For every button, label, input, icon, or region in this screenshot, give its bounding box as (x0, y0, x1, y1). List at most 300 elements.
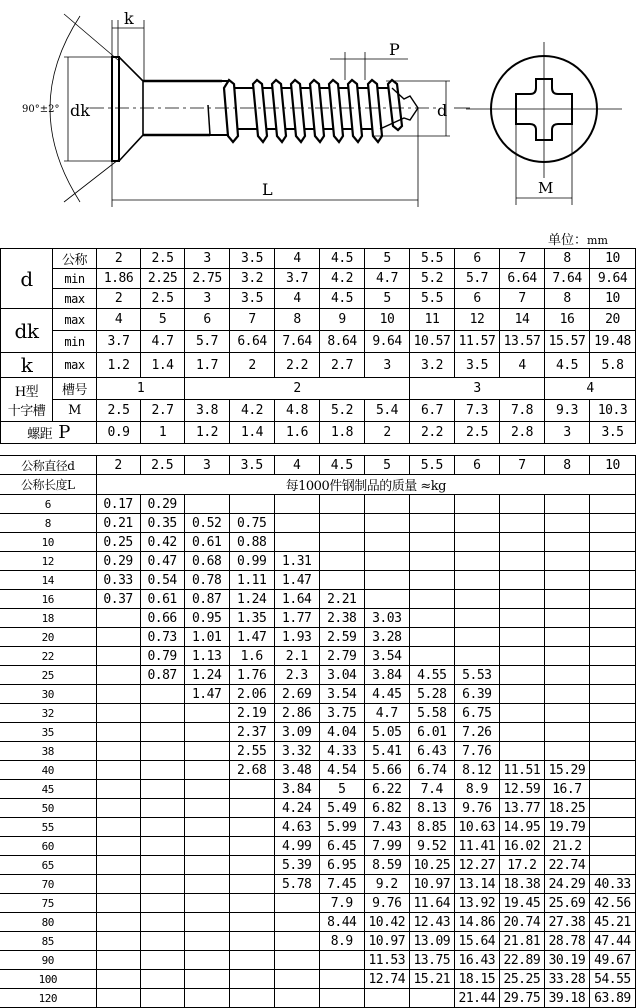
empty-cell (229, 970, 274, 989)
value-cell: 5.2 (320, 400, 365, 422)
label-m: M (538, 179, 554, 197)
mass-value-cell: 1.77 (274, 609, 319, 628)
mass-value-cell: 4.54 (319, 761, 364, 780)
value-cell: 5 (365, 289, 410, 309)
empty-cell (499, 609, 544, 628)
value-cell: 10 (590, 289, 636, 309)
screw-head-cone (119, 57, 143, 161)
mass-value-cell: 18.15 (454, 970, 499, 989)
empty-cell (229, 875, 274, 894)
mass-row (0, 989, 636, 1008)
empty-cell (96, 894, 140, 913)
mass-value-cell: 13.92 (454, 894, 499, 913)
mass-value-cell: 1.47 (229, 628, 274, 647)
mass-table-body (0, 456, 636, 1008)
value-cell: 3.2 (410, 353, 455, 378)
mass-value-cell: 5.41 (364, 742, 409, 761)
empty-cell (589, 837, 635, 856)
length-cell: 25 (0, 666, 96, 685)
row-d-nominal (1, 249, 636, 269)
empty-cell (184, 913, 229, 932)
mass-value-cell: 11.51 (499, 761, 544, 780)
empty-cell (184, 761, 229, 780)
value-cell: 3.5 (230, 289, 275, 309)
mass-value-cell: 21.44 (454, 989, 499, 1008)
mass-value-cell: 8.9 (454, 780, 499, 799)
empty-cell (184, 799, 229, 818)
value-cell: 7.64 (275, 331, 320, 353)
value-cell: 6.7 (410, 400, 455, 422)
mass-value-cell: 33.28 (544, 970, 589, 989)
value-cell: 9.3 (545, 400, 590, 422)
mass-value-cell: 19.79 (544, 818, 589, 837)
mass-value-cell: 20.74 (499, 913, 544, 932)
empty-cell (499, 704, 544, 723)
length-cell: 40 (0, 761, 96, 780)
empty-cell (184, 742, 229, 761)
value-cell: 3 (545, 422, 590, 444)
value-cell: 19.48 (590, 331, 636, 353)
empty-cell (589, 856, 635, 875)
empty-cell (544, 533, 589, 552)
diameter-header-label: 公称直径d (0, 456, 96, 475)
empty-cell (589, 666, 635, 685)
mass-row (0, 704, 636, 723)
value-cell: 1.7 (185, 353, 230, 378)
value-cell: 8 (275, 309, 320, 331)
empty-cell (96, 837, 140, 856)
mass-value-cell: 3.28 (364, 628, 409, 647)
value-cell: 4.5 (545, 353, 590, 378)
value-cell: 3 (185, 249, 230, 269)
empty-cell (544, 647, 589, 666)
mass-value-cell: 3.48 (274, 761, 319, 780)
empty-cell (364, 590, 409, 609)
length-cell: 16 (0, 590, 96, 609)
empty-cell (319, 989, 364, 1008)
empty-cell (409, 552, 454, 571)
mass-value-cell: 5 (319, 780, 364, 799)
mass-value-cell: 0.37 (96, 590, 140, 609)
mass-value-cell: 15.29 (544, 761, 589, 780)
mass-row (0, 533, 636, 552)
label-k: k (124, 9, 134, 28)
mass-value-cell: 1.31 (274, 552, 319, 571)
mass-value-cell: 3.75 (319, 704, 364, 723)
empty-cell (454, 514, 499, 533)
mass-value-cell: 0.21 (96, 514, 140, 533)
empty-cell (499, 742, 544, 761)
empty-cell (184, 932, 229, 951)
mass-value-cell: 10.97 (364, 932, 409, 951)
mass-value-cell: 21.2 (544, 837, 589, 856)
mass-value-cell: 1.24 (229, 590, 274, 609)
empty-cell (364, 552, 409, 571)
spec-table-body (1, 249, 636, 444)
length-cell: 38 (0, 742, 96, 761)
mass-row (0, 799, 636, 818)
mass-value-cell: 5.49 (319, 799, 364, 818)
empty-cell (589, 742, 635, 761)
mass-value-cell: 12.59 (499, 780, 544, 799)
mass-value-cell: 6.95 (319, 856, 364, 875)
mass-value-cell: 8.9 (319, 932, 364, 951)
mass-value-cell: 9.52 (409, 837, 454, 856)
empty-cell (229, 989, 274, 1008)
value-cell: 2 (96, 456, 140, 475)
row-d-min (1, 269, 636, 289)
length-cell: 35 (0, 723, 96, 742)
empty-cell (499, 666, 544, 685)
value-cell: 2.2 (410, 422, 455, 444)
value-cell: 6 (455, 249, 500, 269)
mass-value-cell: 0.95 (184, 609, 229, 628)
value-cell: 9.64 (590, 269, 636, 289)
mass-value-cell: 7.45 (319, 875, 364, 894)
empty-cell (229, 932, 274, 951)
mass-value-cell: 4.24 (274, 799, 319, 818)
value-cell: 10.57 (410, 331, 455, 353)
empty-cell (319, 495, 364, 514)
empty-cell (229, 951, 274, 970)
mass-value-cell: 5.66 (364, 761, 409, 780)
mass-value-cell: 1.35 (229, 609, 274, 628)
mass-value-cell: 0.79 (140, 647, 184, 666)
empty-cell (229, 780, 274, 799)
empty-cell (589, 818, 635, 837)
empty-cell (319, 951, 364, 970)
mass-value-cell: 2.69 (274, 685, 319, 704)
empty-cell (499, 552, 544, 571)
value-cell: 15.57 (545, 331, 590, 353)
length-cell: 70 (0, 875, 96, 894)
mass-value-cell: 0.29 (96, 552, 140, 571)
value-cell: 2.2 (275, 353, 320, 378)
empty-cell (96, 932, 140, 951)
empty-cell (96, 742, 140, 761)
mass-value-cell: 0.29 (140, 495, 184, 514)
row-label-dk: dk (1, 309, 53, 353)
mass-value-cell: 15.21 (409, 970, 454, 989)
mass-value-cell: 2.59 (319, 628, 364, 647)
empty-cell (140, 970, 184, 989)
mass-value-cell: 1.01 (184, 628, 229, 647)
value-cell: 3.5 (590, 422, 636, 444)
empty-cell (274, 951, 319, 970)
empty-cell (96, 818, 140, 837)
empty-cell (229, 495, 274, 514)
mass-value-cell: 18.25 (544, 799, 589, 818)
mass-value-cell: 4.45 (364, 685, 409, 704)
mass-value-cell: 49.67 (589, 951, 635, 970)
empty-cell (96, 647, 140, 666)
mass-row (0, 761, 636, 780)
mass-value-cell: 7.76 (454, 742, 499, 761)
mass-value-cell: 1.24 (184, 666, 229, 685)
empty-cell (140, 685, 184, 704)
value-cell: 0.9 (97, 422, 141, 444)
empty-cell (96, 989, 140, 1008)
length-cell: 14 (0, 571, 96, 590)
value-cell: 2.5 (140, 456, 184, 475)
mass-value-cell: 0.61 (140, 590, 184, 609)
empty-cell (184, 875, 229, 894)
empty-cell (409, 571, 454, 590)
value-cell: 5.5 (409, 456, 454, 475)
mass-value-cell: 3.32 (274, 742, 319, 761)
empty-cell (140, 913, 184, 932)
length-cell: 10 (0, 533, 96, 552)
empty-cell (409, 533, 454, 552)
empty-cell (184, 495, 229, 514)
mass-value-cell: 0.17 (96, 495, 140, 514)
empty-cell (96, 780, 140, 799)
mass-value-cell: 2.21 (319, 590, 364, 609)
mass-value-cell: 3.04 (319, 666, 364, 685)
value-cell: 3.5 (229, 456, 274, 475)
empty-cell (96, 609, 140, 628)
mass-value-cell: 5.28 (409, 685, 454, 704)
empty-cell (454, 590, 499, 609)
empty-cell (454, 609, 499, 628)
mass-value-cell: 4.63 (274, 818, 319, 837)
sub-label-nominal: 公称 (53, 249, 97, 269)
empty-cell (140, 951, 184, 970)
empty-cell (274, 913, 319, 932)
mass-header-length (0, 475, 636, 495)
empty-cell (364, 514, 409, 533)
mass-table (0, 455, 636, 1008)
empty-cell (589, 590, 635, 609)
mass-value-cell: 3.03 (364, 609, 409, 628)
empty-cell (589, 514, 635, 533)
value-cell: 4 (274, 456, 319, 475)
sub-label-max: max (53, 309, 97, 331)
mass-value-cell: 0.75 (229, 514, 274, 533)
value-cell: 3.5 (455, 353, 500, 378)
mass-row (0, 742, 636, 761)
mass-value-cell: 0.61 (184, 533, 229, 552)
value-cell: 6.64 (500, 269, 545, 289)
row-label-pitch (1, 422, 97, 444)
value-cell: 6 (185, 309, 230, 331)
empty-cell (229, 799, 274, 818)
mass-value-cell: 4.33 (319, 742, 364, 761)
mass-value-cell: 5.99 (319, 818, 364, 837)
empty-cell (454, 628, 499, 647)
mass-value-cell: 2.86 (274, 704, 319, 723)
mass-row (0, 514, 636, 533)
row-dk-min (1, 331, 636, 353)
dimension-spec-table (0, 248, 636, 444)
mass-value-cell: 16.02 (499, 837, 544, 856)
empty-cell (96, 799, 140, 818)
label-p: P (389, 40, 400, 59)
empty-cell (184, 856, 229, 875)
empty-cell (274, 970, 319, 989)
mass-value-cell: 19.45 (499, 894, 544, 913)
value-cell: 12 (455, 309, 500, 331)
empty-cell (544, 552, 589, 571)
row-d-max (1, 289, 636, 309)
mass-value-cell: 8.12 (454, 761, 499, 780)
mass-value-cell: 1.76 (229, 666, 274, 685)
mass-value-cell: 13.14 (454, 875, 499, 894)
mass-value-cell: 3.09 (274, 723, 319, 742)
mass-value-cell: 0.66 (140, 609, 184, 628)
empty-cell (140, 932, 184, 951)
empty-cell (544, 742, 589, 761)
value-cell: 1.6 (275, 422, 320, 444)
mass-value-cell: 0.68 (184, 552, 229, 571)
empty-cell (409, 647, 454, 666)
mass-value-cell: 3.54 (364, 647, 409, 666)
mass-row (0, 951, 636, 970)
empty-cell (274, 989, 319, 1008)
empty-cell (274, 533, 319, 552)
mass-value-cell: 39.18 (544, 989, 589, 1008)
value-cell: 6.64 (230, 331, 275, 353)
length-cell: 30 (0, 685, 96, 704)
value-cell: 3.8 (185, 400, 230, 422)
mass-value-cell: 12.43 (409, 913, 454, 932)
mass-value-cell: 25.69 (544, 894, 589, 913)
mass-value-cell: 3.54 (319, 685, 364, 704)
length-cell: 6 (0, 495, 96, 514)
mass-row (0, 780, 636, 799)
value-cell: 3.7 (275, 269, 320, 289)
value-cell: 4.7 (365, 269, 410, 289)
length-cell: 22 (0, 647, 96, 666)
empty-cell (409, 590, 454, 609)
value-cell: 4.8 (275, 400, 320, 422)
value-cell: 4 (500, 353, 545, 378)
mass-row (0, 590, 636, 609)
value-cell: 2.5 (141, 249, 185, 269)
mass-value-cell: 5.05 (364, 723, 409, 742)
mass-row (0, 818, 636, 837)
empty-cell (96, 970, 140, 989)
mass-value-cell: 2.1 (274, 647, 319, 666)
value-cell: 10 (590, 249, 636, 269)
length-cell: 18 (0, 609, 96, 628)
mass-value-cell: 0.25 (96, 533, 140, 552)
empty-cell (589, 780, 635, 799)
mass-value-cell: 10.25 (409, 856, 454, 875)
mass-value-cell: 1.47 (184, 685, 229, 704)
slot-number-cell: 4 (545, 378, 636, 400)
value-cell: 3 (185, 289, 230, 309)
value-cell: 13.57 (500, 331, 545, 353)
empty-cell (544, 666, 589, 685)
empty-cell (589, 761, 635, 780)
mass-value-cell: 8.59 (364, 856, 409, 875)
length-cell: 85 (0, 932, 96, 951)
value-cell: 5 (364, 456, 409, 475)
row-slot-number (1, 378, 636, 400)
mass-value-cell: 16.43 (454, 951, 499, 970)
empty-cell (364, 495, 409, 514)
mass-row (0, 685, 636, 704)
empty-cell (544, 514, 589, 533)
value-cell: 5.5 (410, 289, 455, 309)
value-cell: 4.5 (319, 456, 364, 475)
row-label-k: k (1, 353, 53, 378)
mass-value-cell: 42.56 (589, 894, 635, 913)
mass-value-cell: 2.19 (229, 704, 274, 723)
pitch-symbol: P (58, 422, 70, 443)
mass-value-cell: 6.43 (409, 742, 454, 761)
empty-cell (499, 495, 544, 514)
mass-row (0, 628, 636, 647)
mass-value-cell: 3.84 (364, 666, 409, 685)
mass-value-cell: 47.44 (589, 932, 635, 951)
mass-row (0, 837, 636, 856)
empty-cell (140, 989, 184, 1008)
mass-value-cell: 2.55 (229, 742, 274, 761)
mass-value-cell: 3.84 (274, 780, 319, 799)
mass-value-cell: 13.77 (499, 799, 544, 818)
mass-row (0, 970, 636, 989)
empty-cell (229, 818, 274, 837)
empty-cell (499, 514, 544, 533)
mass-value-cell: 6.22 (364, 780, 409, 799)
mass-value-cell: 4.7 (364, 704, 409, 723)
value-cell: 14 (500, 309, 545, 331)
mass-value-cell: 7.99 (364, 837, 409, 856)
empty-cell (544, 609, 589, 628)
mass-value-cell: 0.54 (140, 571, 184, 590)
value-cell: 16 (545, 309, 590, 331)
value-cell: 11.57 (455, 331, 500, 353)
empty-cell (184, 818, 229, 837)
mass-value-cell: 2.79 (319, 647, 364, 666)
sub-label-max: max (53, 289, 97, 309)
empty-cell (499, 628, 544, 647)
value-cell: 10.3 (590, 400, 636, 422)
value-cell: 3 (365, 353, 410, 378)
row-pitch (1, 422, 636, 444)
value-cell: 1.86 (97, 269, 141, 289)
length-cell: 120 (0, 989, 96, 1008)
empty-cell (589, 647, 635, 666)
mass-value-cell: 0.99 (229, 552, 274, 571)
mass-value-cell: 16.7 (544, 780, 589, 799)
empty-cell (499, 723, 544, 742)
slot-number-cell: 1 (97, 378, 185, 400)
length-cell: 100 (0, 970, 96, 989)
empty-cell (589, 799, 635, 818)
mass-value-cell: 2.06 (229, 685, 274, 704)
value-cell: 1.8 (320, 422, 365, 444)
sub-label-slot-no: 槽号 (53, 378, 97, 400)
mass-value-cell: 6.01 (409, 723, 454, 742)
mass-value-cell: 12.74 (364, 970, 409, 989)
empty-cell (454, 552, 499, 571)
empty-cell (96, 875, 140, 894)
mass-value-cell: 1.11 (229, 571, 274, 590)
empty-cell (184, 723, 229, 742)
empty-cell (409, 495, 454, 514)
mass-row (0, 723, 636, 742)
mass-value-cell: 8.44 (319, 913, 364, 932)
mass-value-cell: 0.33 (96, 571, 140, 590)
empty-cell (409, 514, 454, 533)
empty-cell (140, 742, 184, 761)
value-cell: 1.2 (185, 422, 230, 444)
value-cell: 4.7 (141, 331, 185, 353)
empty-cell (499, 647, 544, 666)
